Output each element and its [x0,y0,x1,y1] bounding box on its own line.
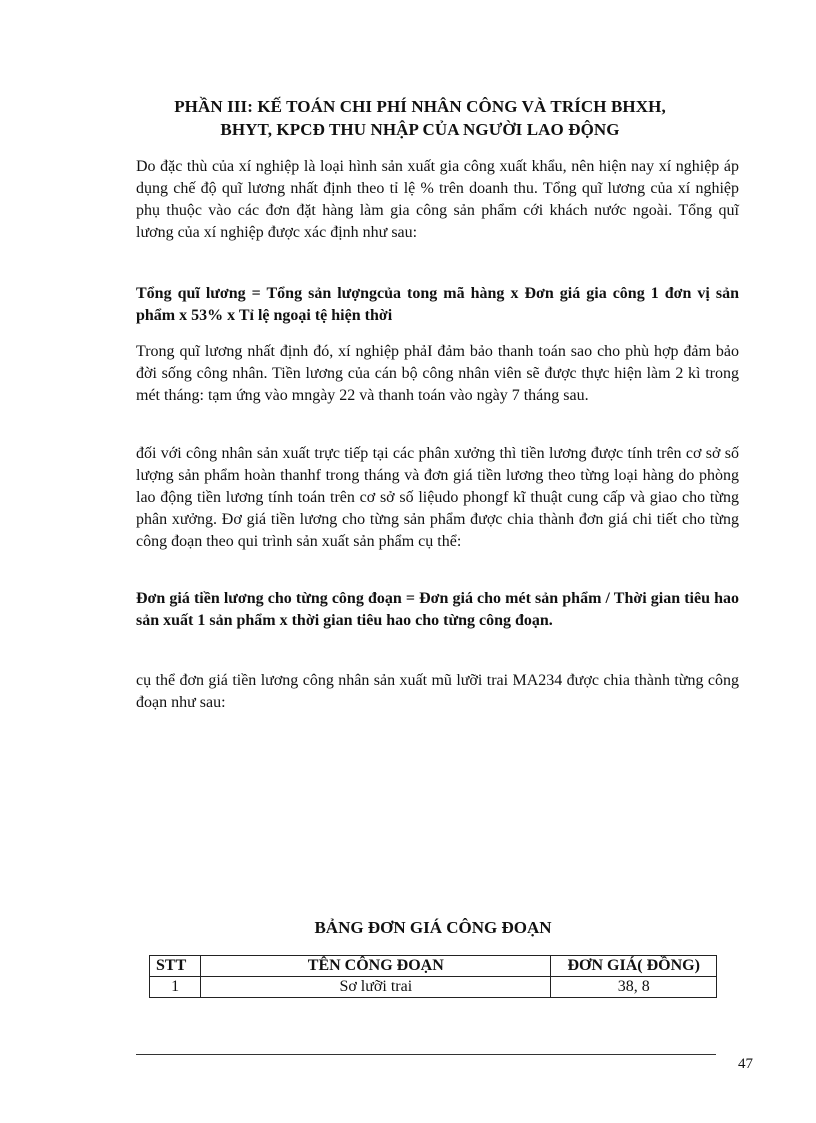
table-row [150,977,717,998]
header-stt: STT [150,956,201,977]
heading-line-1: PHẦN III: KẾ TOÁN CHI PHÍ NHÂN CÔNG VÀ TRÍCH BHXH, [174,97,666,116]
table-header-row [150,956,717,977]
paragraph-table-intro: cụ thể đơn giá tiền lương công nhân sản xuất mũ lưỡi trai MA234 được chia thành từng công đoạn như sau: [136,672,739,711]
header-stage-name: TÊN CÔNG ĐOẠN [201,956,551,977]
table-title: BẢNG ĐƠN GIÁ CÔNG ĐOẠN [314,918,552,937]
cell-unit-price: 38, 8 [551,977,717,998]
unit-price-table [149,955,717,998]
footer-divider [136,1054,716,1055]
heading-line-2: BHYT, KPCĐ THU NHẬP CỦA NGƯỜI LAO ĐỘNG [220,120,620,139]
formula-total-wage-fund: Tổng quĩ lương = Tổng sản lượngcủa tong mã hàng x Đơn giá gia công 1 đơn vị sản phẩm x 53% x Tỉ lệ ngoại tệ hiện thời [136,285,739,324]
paragraph-direct-workers: đối với công nhân sản xuất trực tiếp tại các phân xưởng thì tiền lương được tính trên cơ sở số lượng sản phẩm hoàn thanhf trong tháng và đơn giá tiền lương theo từng loại hàng do phòng lao động tiền lương tính toán trên cơ sở số liệudo phongf kĩ thuật cung cấp và giao cho từng phân xưởng. Đơ giá tiền lương cho từng sản phẩm được chia thành đơn giá chi tiết cho từng công đoạn theo qui trình sản xuất sản phẩm cụ thể: [136,445,739,550]
paragraph-intro: Do đặc thù của xí nghiệp là loại hình sản xuất gia công xuất khẩu, nên hiện nay xí nghiệp áp dụng chế độ quĩ lương nhất định theo tỉ lệ % trên doanh thu. Tổng quĩ lương của xí nghiệp phụ thuộc vào các đơn đặt hàng làm gia công sản phẩm cới khách nước ngoài. Tổng quĩ lương của xí nghiệp được xác định như sau: [136,158,739,241]
header-unit-price: ĐƠN GIÁ( ĐỒNG) [551,956,717,977]
paragraph-payment-schedule: Trong quĩ lương nhất định đó, xí nghiệp phảI đảm bảo thanh toán sao cho phù hợp đảm bảo đời sống công nhân. Tiền lương của cán bộ công nhân viên sẽ được thực hiện làm 2 kì trong mét tháng: tạm ứng vào mngày 22 và thanh toán vào ngày 7 tháng sau. [136,343,739,404]
formula-unit-wage: Đơn giá tiền lương cho từng công đoạn = Đơn giá cho mét sản phẩm / Thời gian tiêu hao sản xuất 1 sản phẩm x thời gian tiêu hao cho từng công đoạn. [136,590,739,629]
cell-stt: 1 [150,977,201,998]
page-number: 47 [738,1056,753,1072]
section-heading [120,95,720,141]
cell-stage-name: Sơ lưỡi trai [201,977,551,998]
